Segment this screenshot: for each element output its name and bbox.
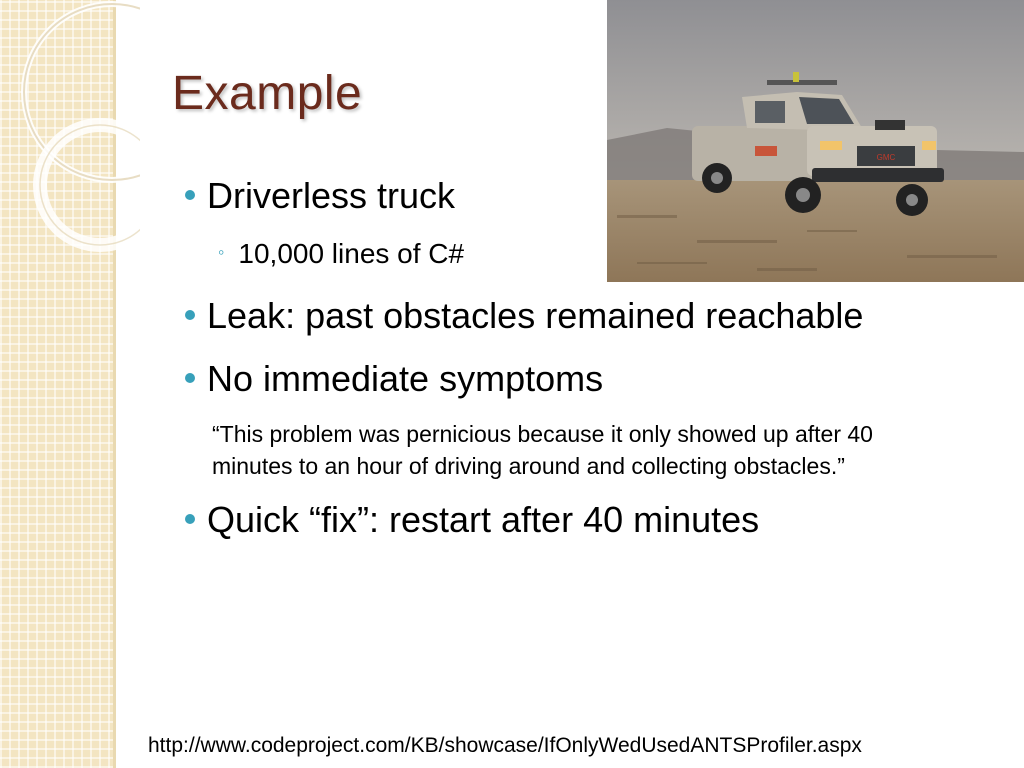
bullet-no-symptoms — [185, 358, 603, 400]
bullet-quick-fix — [185, 499, 759, 541]
bullet-text: Leak: past obstacles remained reachable — [207, 295, 864, 336]
quote-line: “This problem was pernicious because it only showed up after 40 — [212, 421, 873, 447]
sub-bullet-text: 10,000 lines of C# — [238, 238, 465, 269]
bullet-dot-icon — [185, 373, 195, 383]
source-url-link[interactable]: http://www.codeproject.com/KB/showcase/IfOnlyWedUsedANTSProfiler.aspx — [148, 734, 862, 757]
decorative-circles — [0, 0, 140, 260]
truck-photo — [607, 0, 1024, 282]
bullet-text: Driverless truck — [207, 175, 456, 216]
sub-bullet-lines-of-code — [218, 238, 464, 270]
bullet-dot-icon — [185, 514, 195, 524]
svg-text:GMC: GMC — [876, 153, 896, 162]
bullet-driverless-truck — [185, 175, 455, 217]
bullet-leak — [185, 295, 863, 337]
bullet-text: Quick “fix”: restart after 40 minutes — [207, 499, 760, 540]
bullet-dot-icon — [185, 310, 195, 320]
bullet-text: No immediate symptoms — [207, 358, 604, 399]
quote-line: minutes to an hour of driving around and collecting obstacles.” — [212, 453, 845, 479]
quote-block — [212, 418, 992, 482]
hollow-circle-icon: ◦ — [218, 242, 225, 262]
bullet-dot-icon — [185, 190, 195, 200]
slide-title: Example — [172, 67, 363, 120]
